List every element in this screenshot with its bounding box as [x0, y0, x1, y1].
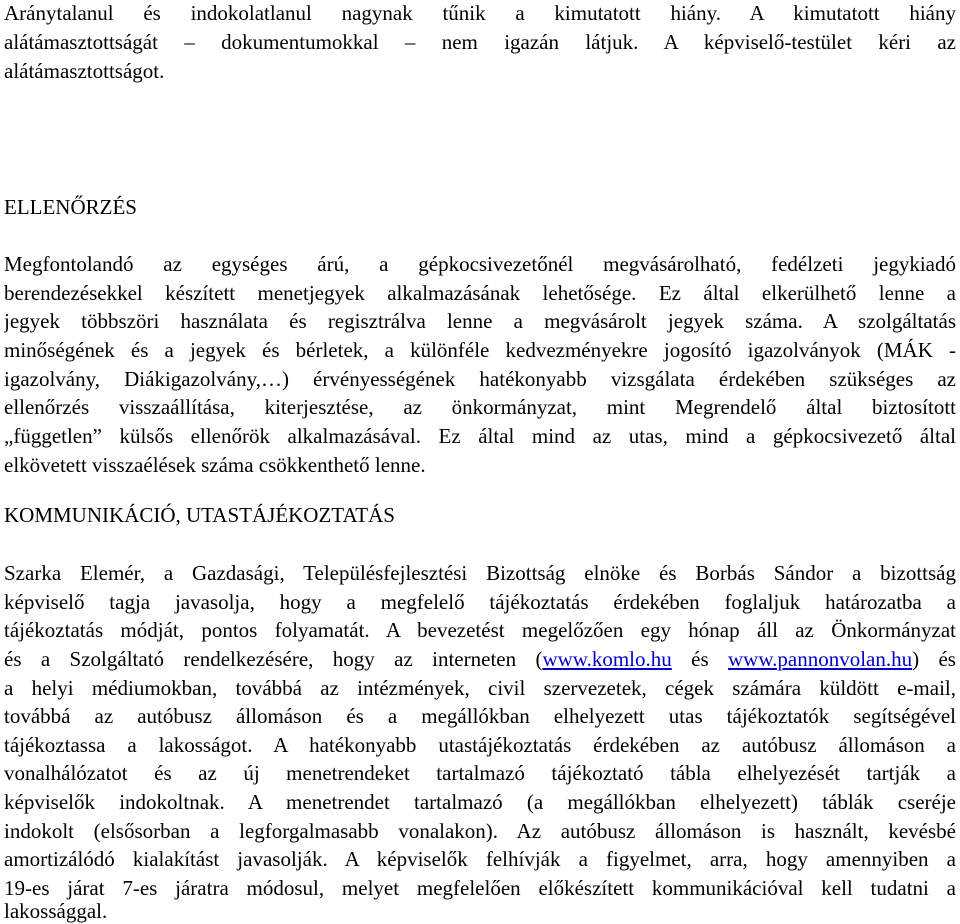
- section1-line-7: „független” külsős ellenőrök alkalmazásával. Ez által mind az utas, mind a gépkocsivezető által: [4, 424, 956, 448]
- section1-line-8: elkövetett visszaélések száma csökkenthető lenne.: [4, 453, 426, 477]
- section1-line-5: igazolvány, Diákigazolvány,…) érvényességének hatékonyabb vizsgálata érdekében szükséges az: [4, 367, 956, 391]
- section1-line-4: minőségének és a jegyek és bérletek, a különféle kedvezményekre jogosító igazolványok (MÁK -: [4, 338, 956, 362]
- section2-line-3: tájékoztatás módját, pontos folyamatát. A bevezetést megelőzően egy hónap áll az Önkormányzat: [4, 618, 956, 642]
- intro-line-2: alátámasztottságát – dokumentumokkal – nem igazán látjuk. A képviselő-testület kéri az: [4, 30, 956, 54]
- section2-line-8: vonalhálózatot és az új menetrendeket tartalmazó tájékoztató tábla elhelyezését tartják a: [4, 761, 956, 785]
- section-heading-ellenorzes: ELLENŐRZÉS: [4, 195, 137, 219]
- section2-line-12: 19-es járat 7-es járatra módosul, melyet megfelelően előkészített kommunikációval kell tudatni a: [4, 876, 956, 900]
- section2-line-10: indokolt (elsősorban a legforgalmasabb vonalakon). Az autóbusz állomáson is használt, kevésbé: [4, 819, 956, 843]
- section2-line-1: Szarka Elemér, a Gazdasági, Településfejlesztési Bizottság elnöke és Borbás Sándor a bizottság: [4, 561, 956, 585]
- section2-line-13: lakossággal.: [4, 899, 108, 923]
- link-komlo[interactable]: www.komlo.hu: [542, 647, 672, 671]
- section1-line-6: ellenőrzés visszaállítása, kiterjesztése, az önkormányzat, mint Megrendelő által biztosított: [4, 395, 956, 419]
- section1-line-3: jegyek többszöri használata és regisztrálva lenne a megvásárolt jegyek száma. A szolgáltatás: [4, 309, 956, 333]
- intro-line-1: Aránytalanul és indokolatlanul nagynak tűnik a kimutatott hiány. A kimutatott hiány: [4, 1, 956, 25]
- section2-line-5: a helyi médiumokban, továbbá az intézmények, civil szervezetek, cégek számára küldött e-mail,: [4, 676, 956, 700]
- section2-line-4-links: [4, 646, 956, 672]
- link-line-pre: és a Szolgáltató rendelkezésére, hogy az interneten (: [4, 647, 543, 671]
- section2-line-6: továbbá az autóbusz állomáson és a megállókban elhelyezett utas tájékoztatók segítségével: [4, 704, 956, 728]
- link-line-post: ) és: [912, 647, 956, 671]
- link-line-mid: és: [671, 647, 729, 671]
- section2-line-2: képviselő tagja javasolja, hogy a megfelelő tájékoztatás érdekében foglaljuk határozatba a: [4, 590, 956, 614]
- section-heading-kommunikacio: KOMMUNIKÁCIÓ, UTASTÁJÉKOZTATÁS: [4, 503, 395, 527]
- intro-line-3: alátámasztottságot.: [4, 59, 165, 83]
- section2-line-11: amortizálódó kialakítást javasolják. A képviselők felhívják a figyelmet, arra, hogy amennyiben a: [4, 847, 956, 871]
- section2-line-7: tájékoztassa a lakosságot. A hatékonyabb utastájékoztatás érdekében az autóbusz állomáson a: [4, 733, 956, 757]
- link-pannonvolan[interactable]: www.pannonvolan.hu: [728, 647, 913, 671]
- section1-line-2: berendezésekkel készített menetjegyek alkalmazásának lehetősége. Ez által elkerülhető lenne a: [4, 281, 956, 305]
- section2-line-9: képviselők indokoltnak. A menetrendet tartalmazó (a megállókban elhelyezett) táblák cseréje: [4, 790, 956, 814]
- section1-line-1: Megfontolandó az egységes árú, a gépkocsivezetőnél megvásárolható, fedélzeti jegykiadó: [4, 252, 956, 276]
